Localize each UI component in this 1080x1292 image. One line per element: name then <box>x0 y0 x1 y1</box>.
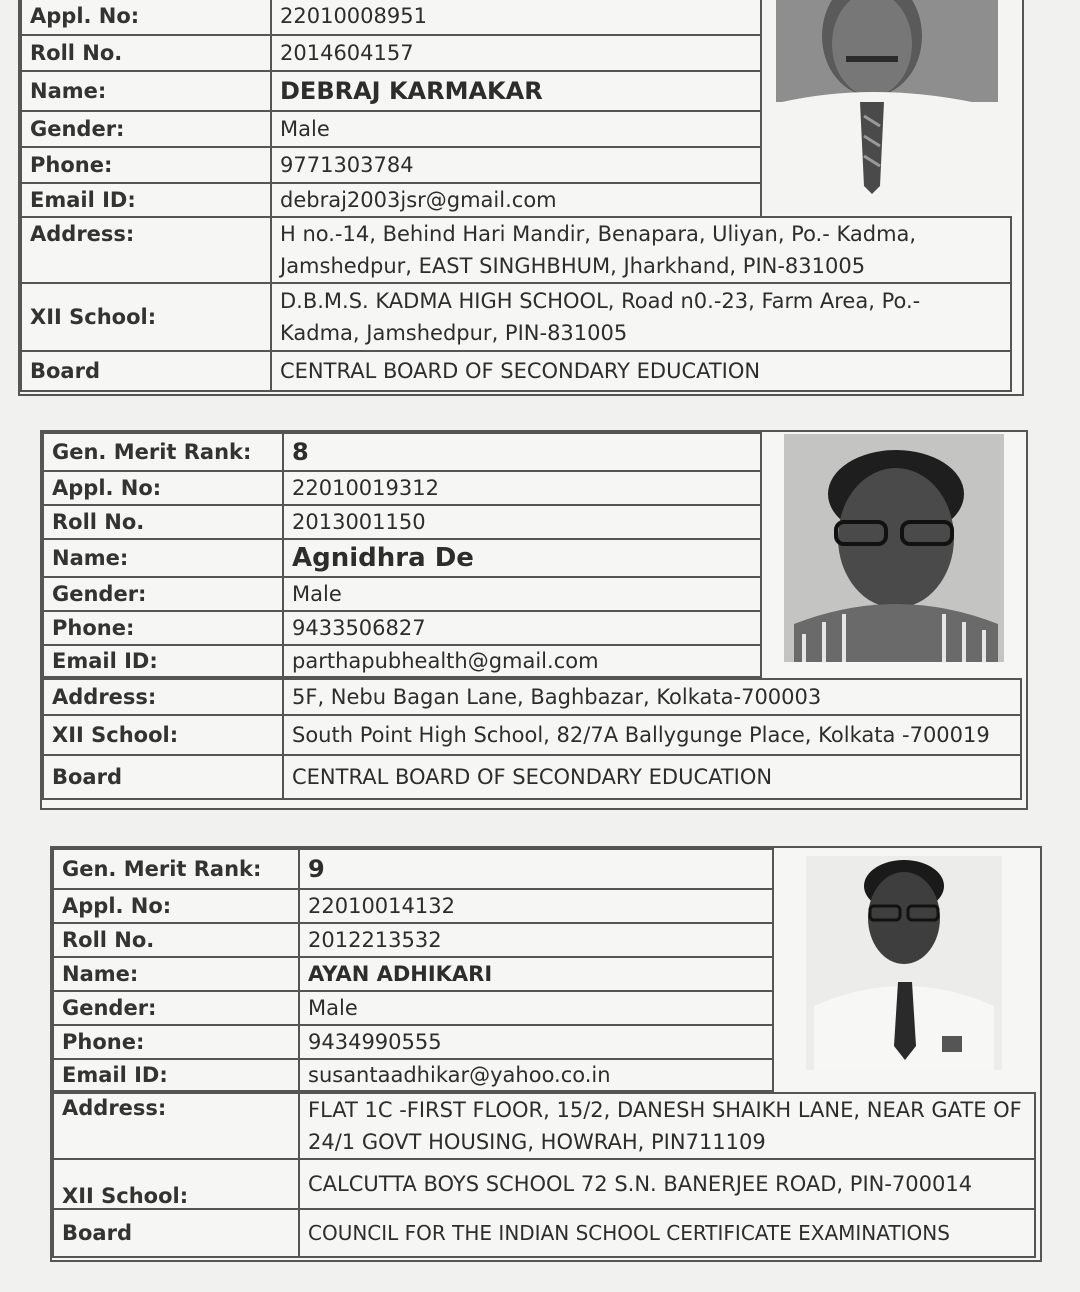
email-value: parthapubhealth@gmail.com <box>283 645 761 677</box>
merit-rank-value: 9 <box>299 849 773 889</box>
board-label: Board <box>53 1209 299 1257</box>
record-1-table <box>20 0 762 218</box>
student-record-2 <box>40 430 1028 810</box>
gender-label: Gender: <box>21 111 271 147</box>
student-record-3 <box>50 846 1042 1262</box>
record-1-table-wide <box>20 216 1012 392</box>
email-label: Email ID: <box>43 645 283 677</box>
roll-no-label: Roll No. <box>21 35 271 71</box>
name-label: Name: <box>53 957 299 991</box>
email-value: debraj2003jsr@gmail.com <box>271 183 761 217</box>
student-photo <box>806 856 1002 1070</box>
school-label: XII School: <box>21 283 271 351</box>
board-value: CENTRAL BOARD OF SECONDARY EDUCATION <box>271 351 1011 391</box>
phone-value: 9433506827 <box>283 611 761 645</box>
board-value: CENTRAL BOARD OF SECONDARY EDUCATION <box>283 755 1021 799</box>
portrait-image <box>762 0 1020 214</box>
name-label: Name: <box>21 71 271 111</box>
phone-label: Phone: <box>43 611 283 645</box>
phone-value: 9434990555 <box>299 1025 773 1059</box>
board-value: COUNCIL FOR THE INDIAN SCHOOL CERTIFICATE EXAMINATIONS <box>299 1209 1035 1257</box>
appl-no-label: Appl. No: <box>43 471 283 505</box>
roll-no-value: 2012213532 <box>299 923 773 957</box>
address-value: 5F, Nebu Bagan Lane, Baghbazar, Kolkata-700003 <box>283 679 1021 715</box>
address-label: Address: <box>43 679 283 715</box>
name-label: Name: <box>43 539 283 577</box>
student-photo <box>762 0 1020 214</box>
record-2-table-wide <box>42 678 1022 800</box>
name-value: AYAN ADHIKARI <box>299 957 773 991</box>
phone-label: Phone: <box>53 1025 299 1059</box>
email-value: susantaadhikar@yahoo.co.in <box>299 1059 773 1091</box>
portrait-image <box>784 434 1004 662</box>
board-label: Board <box>43 755 283 799</box>
school-label: XII School: <box>53 1159 299 1209</box>
portrait-image <box>806 856 1002 1070</box>
appl-no-value: 22010008951 <box>271 0 761 35</box>
merit-rank-label: Gen. Merit Rank: <box>43 433 283 471</box>
address-label: Address: <box>21 217 271 283</box>
appl-no-value: 22010014132 <box>299 889 773 923</box>
address-label: Address: <box>53 1093 299 1159</box>
school-value: South Point High School, 82/7A Ballygunge Place, Kolkata -700019 <box>283 715 1021 755</box>
student-photo <box>784 434 1004 662</box>
gender-label: Gender: <box>53 991 299 1025</box>
record-3-table <box>52 848 774 1092</box>
roll-no-value: 2013001150 <box>283 505 761 539</box>
phone-label: Phone: <box>21 147 271 183</box>
board-label: Board <box>21 351 271 391</box>
merit-rank-value: 8 <box>283 433 761 471</box>
roll-no-label: Roll No. <box>53 923 299 957</box>
appl-no-label: Appl. No: <box>21 0 271 35</box>
student-record-1 <box>18 0 1024 396</box>
name-value: DEBRAJ KARMAKAR <box>271 71 761 111</box>
merit-rank-label: Gen. Merit Rank: <box>53 849 299 889</box>
appl-no-value: 22010019312 <box>283 471 761 505</box>
roll-no-value: 2014604157 <box>271 35 761 71</box>
gender-value: Male <box>271 111 761 147</box>
phone-value: 9771303784 <box>271 147 761 183</box>
school-value: CALCUTTA BOYS SCHOOL 72 S.N. BANERJEE ROAD, PIN-700014 <box>299 1159 1035 1209</box>
appl-no-label: Appl. No: <box>53 889 299 923</box>
email-label: Email ID: <box>21 183 271 217</box>
address-value: H no.-14, Behind Hari Mandir, Benapara, Uliyan, Po.- Kadma, Jamshedpur, EAST SINGHBHUM, Jharkhand, PIN-831005 <box>271 217 1011 283</box>
name-value: Agnidhra De <box>283 539 761 577</box>
gender-value: Male <box>283 577 761 611</box>
school-label: XII School: <box>43 715 283 755</box>
school-value: D.B.M.S. KADMA HIGH SCHOOL, Road n0.-23, Farm Area, Po.- Kadma, Jamshedpur, PIN-831005 <box>271 283 1011 351</box>
address-value: FLAT 1C -FIRST FLOOR, 15/2, DANESH SHAIKH LANE, NEAR GATE OF 24/1 GOVT HOUSING, HOWRAH, PIN711109 <box>299 1093 1035 1159</box>
gender-value: Male <box>299 991 773 1025</box>
gender-label: Gender: <box>43 577 283 611</box>
email-label: Email ID: <box>53 1059 299 1091</box>
roll-no-label: Roll No. <box>43 505 283 539</box>
record-2-table <box>42 432 762 678</box>
record-3-table-wide <box>52 1092 1036 1258</box>
